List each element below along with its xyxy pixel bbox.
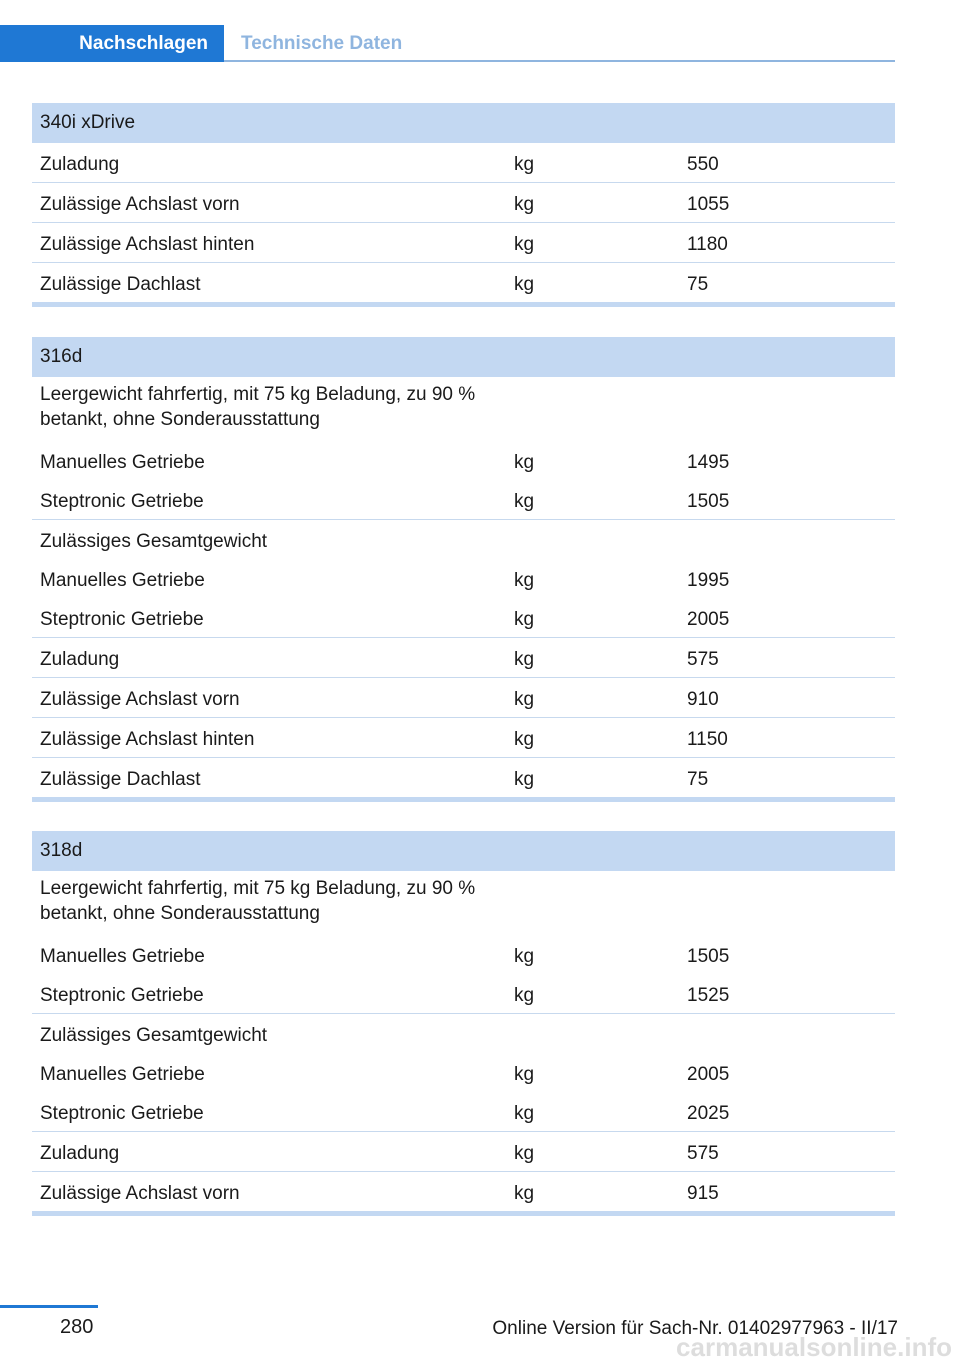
row-unit: kg [514, 985, 535, 1006]
table-row [32, 441, 895, 480]
row-value: 1995 [687, 570, 730, 591]
table-row [32, 974, 895, 1014]
row-value: 75 [687, 274, 709, 295]
row-label: Zulässige Dachlast [40, 274, 201, 295]
spec-table-340i-xdrive [32, 103, 895, 307]
row-value: 575 [687, 1143, 719, 1164]
row-value: 1505 [687, 491, 730, 512]
row-label: Zulässige Achslast vorn [40, 194, 240, 215]
row-unit: kg [514, 570, 535, 591]
row-value: 2005 [687, 609, 730, 630]
row-label: Steptronic Getriebe [40, 1103, 204, 1124]
row-label: Manuelles Getriebe [40, 946, 205, 967]
row-label: Steptronic Getriebe [40, 491, 204, 512]
table-heading: 340i xDrive [32, 103, 895, 143]
row-value: 910 [687, 689, 719, 710]
table-row [32, 377, 895, 441]
row-label: Zuladung [40, 154, 120, 175]
table-row [32, 143, 895, 183]
row-unit: kg [514, 649, 535, 670]
row-unit: kg [514, 729, 535, 750]
spec-table-318d [32, 831, 895, 1216]
table-bottom-rule [32, 797, 895, 802]
row-value: 1505 [687, 946, 730, 967]
row-label: Zulässiges Gesamtgewicht [40, 1025, 268, 1046]
table-row [32, 935, 895, 974]
row-value: 1150 [687, 729, 728, 750]
row-label: Zuladung [40, 1143, 120, 1164]
row-unit: kg [514, 452, 535, 473]
page-number: 280 [60, 1316, 94, 1338]
row-label: Zulässiges Gesamtgewicht [40, 531, 268, 552]
table-row [32, 1132, 895, 1172]
table-row [32, 1092, 895, 1132]
table-row [32, 223, 895, 263]
row-label: Steptronic Getriebe [40, 985, 204, 1006]
row-value: 75 [687, 769, 709, 790]
row-label: Zulässige Dachlast [40, 769, 201, 790]
row-label: Zuladung [40, 649, 120, 670]
row-unit: kg [514, 1183, 535, 1204]
page-header [0, 25, 895, 62]
row-unit: kg [514, 1064, 535, 1085]
row-unit: kg [514, 154, 535, 175]
table-heading: 318d [32, 831, 895, 871]
online-version-note: Online Version für Sach-Nr. 01402977963 - II/17 [492, 1318, 898, 1339]
table-row [32, 520, 895, 559]
row-label: Steptronic Getriebe [40, 609, 204, 630]
row-label: Leergewicht fahrfertig, mit 75 kg Beladung, zu 90 % betankt, ohne Sonderausstattung [40, 878, 476, 924]
footer-accent-line [0, 1305, 98, 1308]
tab-technische-daten[interactable] [241, 25, 402, 62]
table-row [32, 638, 895, 678]
row-value: 915 [687, 1183, 719, 1204]
row-unit: kg [514, 234, 535, 255]
table-row [32, 263, 895, 302]
row-unit: kg [514, 274, 535, 295]
tab-label: Nachschlagen [79, 32, 208, 54]
table-row [32, 871, 895, 935]
row-value: 550 [687, 154, 719, 175]
row-label: Manuelles Getriebe [40, 570, 205, 591]
row-value: 1180 [687, 234, 728, 255]
row-value: 575 [687, 649, 719, 670]
row-unit: kg [514, 194, 535, 215]
spec-table-316d [32, 337, 895, 802]
table-row [32, 480, 895, 520]
row-label: Manuelles Getriebe [40, 452, 205, 473]
table-row [32, 1014, 895, 1053]
row-unit: kg [514, 1143, 535, 1164]
row-label: Zulässige Achslast vorn [40, 689, 240, 710]
row-label: Manuelles Getriebe [40, 1064, 205, 1085]
row-label: Zulässige Achslast hinten [40, 729, 255, 750]
row-value: 1525 [687, 985, 730, 1006]
table-row [32, 559, 895, 598]
row-unit: kg [514, 769, 535, 790]
table-bottom-rule [32, 302, 895, 307]
row-unit: kg [514, 609, 535, 630]
row-label: Zulässige Achslast vorn [40, 1183, 240, 1204]
row-value: 1495 [687, 452, 730, 473]
table-heading: 316d [32, 337, 895, 377]
row-unit: kg [514, 1103, 535, 1124]
row-value: 2005 [687, 1064, 730, 1085]
table-row [32, 718, 895, 758]
row-label: Leergewicht fahrfertig, mit 75 kg Beladung, zu 90 % betankt, ohne Sonderausstattung [40, 384, 476, 430]
table-bottom-rule [32, 1211, 895, 1216]
tab-nachschlagen[interactable] [0, 25, 224, 62]
row-unit: kg [514, 946, 535, 967]
tab-label: Technische Daten [241, 32, 403, 54]
row-value: 1055 [687, 194, 730, 215]
table-row [32, 1172, 895, 1211]
row-unit: kg [514, 689, 535, 710]
table-row [32, 1053, 895, 1092]
row-value: 2025 [687, 1103, 730, 1124]
table-row [32, 598, 895, 638]
row-label: Zulässige Achslast hinten [40, 234, 255, 255]
table-row [32, 758, 895, 797]
header-divider [224, 60, 895, 62]
table-row [32, 678, 895, 718]
row-unit: kg [514, 491, 535, 512]
table-row [32, 183, 895, 223]
watermark: carmanualsonline.info [676, 1332, 952, 1362]
